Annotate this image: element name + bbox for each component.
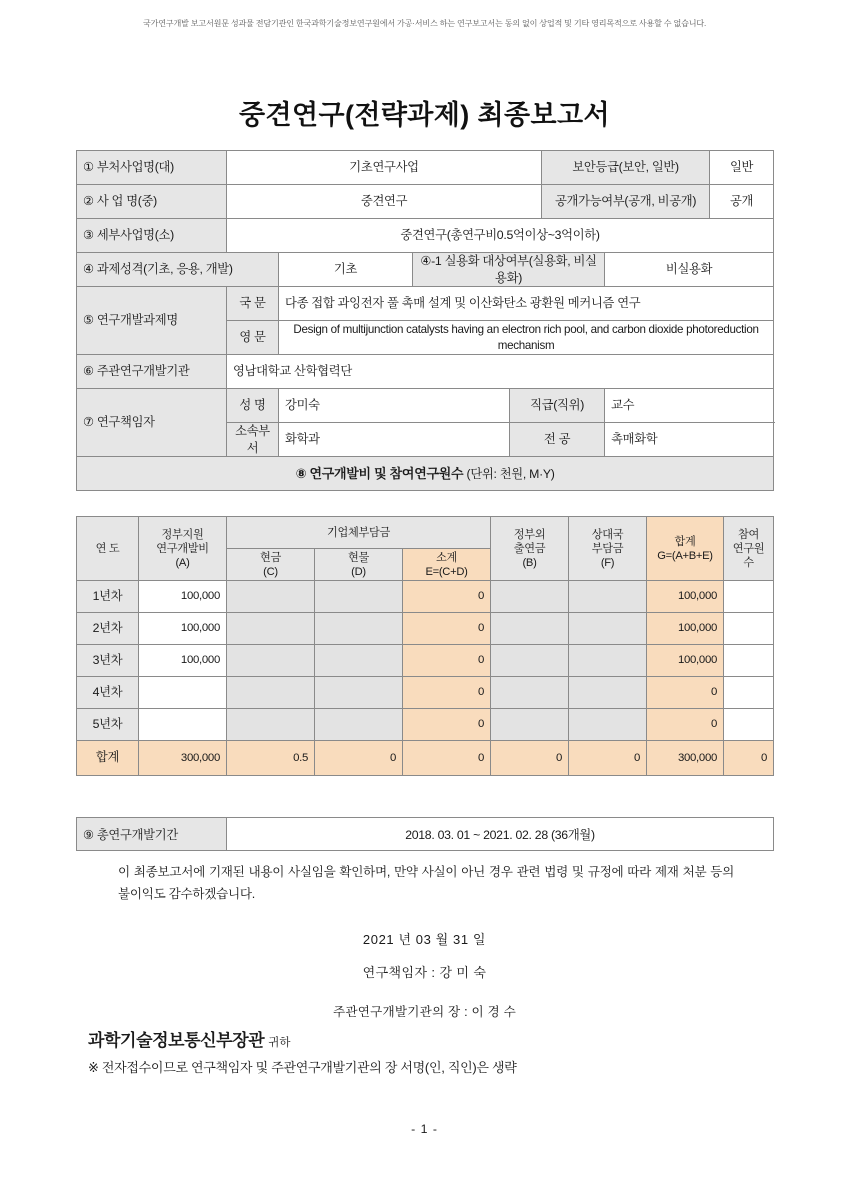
- cell-total-nongov: 0: [491, 741, 569, 776]
- inkind-line1: 현물: [347, 551, 369, 564]
- partner-line3: (F): [600, 556, 615, 569]
- researcher-count-line1: 참여: [738, 528, 760, 541]
- cell-inkind: [315, 613, 403, 645]
- addressee-minister: [88, 1026, 290, 1051]
- value-title-english: Design of multijunction catalysts having an electron rich pool, and carbon dioxide photoreduction mechanism: [279, 321, 774, 355]
- cell-subtotal: 0: [403, 709, 491, 741]
- cell-researcher-count: [724, 677, 774, 709]
- value-title-korean: 다종 접합 과잉전자 풀 촉매 설계 및 이산화탄소 광환원 메커니즘 연구: [279, 287, 774, 321]
- confirmation-statement: 이 최종보고서에 기재된 내용이 사실임을 확인하며, 만약 사실이 아닌 경우 관련 법령 및 규정에 따라 제재 처분 등의 불이익도 감수하겠습니다.: [118, 865, 734, 902]
- cell-gov-fund: 100,000: [139, 645, 227, 677]
- electronic-submission-note: ※ 전자접수이므로 연구책임자 및 주관연구개발기관의 장 서명(인, 직인)은 생략: [88, 1060, 517, 1075]
- researcher-count-line2: 연구원수: [732, 542, 765, 569]
- value-security-grade: 일반: [710, 151, 774, 185]
- cell-partner: [569, 613, 647, 645]
- cell-inkind: [315, 581, 403, 613]
- project-info-table: [76, 150, 774, 491]
- col-header-year: 연 도: [77, 517, 139, 581]
- cell-nongov: [491, 709, 569, 741]
- cell-grand-total: 0: [647, 677, 724, 709]
- label-pi-department: 소속부서: [227, 423, 279, 457]
- cell-partner: [569, 709, 647, 741]
- cell-total-grand-total: 300,000: [647, 741, 724, 776]
- cash-line1: 현금: [259, 551, 281, 564]
- cell-partner: [569, 645, 647, 677]
- cell-inkind: [315, 677, 403, 709]
- cash-line2: (C): [263, 565, 278, 578]
- gov-fund-line1: 정부지원: [161, 528, 204, 541]
- table-row: [77, 677, 774, 709]
- cell-gov-fund: [139, 709, 227, 741]
- subtotal-line2: E=(C+D): [425, 565, 468, 578]
- label-research-period: ⑨ 총연구개발기간: [77, 818, 227, 851]
- label-project-type: ④ 과제성격(기초, 응용, 개발): [77, 253, 279, 287]
- label-title-english: 영 문: [227, 321, 279, 355]
- cell-cash: [227, 581, 315, 613]
- cell-grand-total: 0: [647, 709, 724, 741]
- label-pi-major: 전 공: [510, 423, 605, 457]
- value-host-institution: 영남대학교 산학협력단: [227, 355, 774, 389]
- label-pi-name: 성 명: [227, 389, 279, 423]
- cell-total-gov-fund: 300,000: [139, 741, 227, 776]
- nongov-line2: 출연금: [513, 542, 546, 555]
- partner-line2: 부담금: [591, 542, 624, 555]
- minister-title: 과학기술정보통신부장관: [88, 1031, 265, 1050]
- grand-total-line2: G=(A+B+E): [657, 549, 713, 562]
- value-subprogram: 중견연구(총연구비0.5억이상~3억이하): [227, 219, 774, 253]
- value-pi-name: 강미숙: [279, 389, 510, 423]
- cell-inkind: [315, 709, 403, 741]
- cell-year: 3년차: [77, 645, 139, 677]
- cell-subtotal: 0: [403, 645, 491, 677]
- budget-section-title: ⑧ 연구개발비 및 참여연구원수: [295, 466, 464, 482]
- gov-fund-line3: (A): [175, 556, 190, 569]
- cell-gov-fund: [139, 677, 227, 709]
- inkind-line2: (D): [351, 565, 366, 578]
- table-row: [77, 709, 774, 741]
- label-title-korean: 국 문: [227, 287, 279, 321]
- cell-year: 1년차: [77, 581, 139, 613]
- value-disclosure: 공개: [710, 185, 774, 219]
- signature-principal-investigator: 연구책임자 : 강 미 숙: [362, 965, 487, 980]
- cell-partner: [569, 677, 647, 709]
- subtotal-line1: 소계: [436, 551, 458, 564]
- budget-section-unit: (단위: 천원, M·Y): [466, 467, 555, 482]
- cell-grand-total: 100,000: [647, 645, 724, 677]
- cell-subtotal: 0: [403, 677, 491, 709]
- cell-nongov: [491, 645, 569, 677]
- label-disclosure: 공개가능여부(공개, 비공개): [542, 185, 710, 219]
- col-header-subtotal: [403, 549, 491, 581]
- label-pi-rank: 직급(직위): [510, 389, 605, 423]
- cell-year: 5년차: [77, 709, 139, 741]
- cell-partner: [569, 581, 647, 613]
- value-ministry-program: 기초연구사업: [227, 151, 542, 185]
- cell-cash: [227, 677, 315, 709]
- cell-researcher-count: [724, 613, 774, 645]
- copyright-notice: 국가연구개발 보고서원문 성과물 전담기관인 한국과학기술정보연구원에서 가공·서비스 하는 연구보고서는 동의 없이 상업적 및 기타 영리목적으로 사용할 수 없습니다.: [142, 19, 706, 28]
- value-research-period: 2018. 03. 01 ~ 2021. 02. 28 (36개월): [227, 818, 774, 851]
- cell-researcher-count: [724, 709, 774, 741]
- cell-total-researcher-count: 0: [724, 741, 774, 776]
- cell-subtotal: 0: [403, 613, 491, 645]
- col-header-gov-fund: [139, 517, 227, 581]
- value-pi-major: 촉매화학: [605, 423, 774, 457]
- table-row-total: [77, 741, 774, 776]
- cell-year: 2년차: [77, 613, 139, 645]
- cell-cash: [227, 613, 315, 645]
- col-header-grand-total: [647, 517, 724, 581]
- cell-researcher-count: [724, 581, 774, 613]
- table-row: [77, 581, 774, 613]
- label-commercialization: ④-1 실용화 대상여부(실용화, 비실용화): [413, 253, 605, 287]
- partner-line1: 상대국: [591, 528, 624, 541]
- label-project-title: ⑤ 연구개발과제명: [77, 287, 227, 355]
- table-row-host-institution: [77, 355, 774, 389]
- cell-gov-fund: 100,000: [139, 613, 227, 645]
- research-period-table: [76, 817, 774, 851]
- minister-honorific: 귀하: [268, 1037, 291, 1049]
- table-row-budget-banner: [77, 457, 774, 491]
- col-header-partner-country: [569, 517, 647, 581]
- nongov-line1: 정부외: [513, 528, 546, 541]
- table-row-pi-name: [77, 389, 774, 423]
- cell-nongov: [491, 581, 569, 613]
- value-project-type: 기초: [279, 253, 413, 287]
- cell-subtotal: 0: [403, 581, 491, 613]
- label-host-institution: ⑥ 주관연구개발기관: [77, 355, 227, 389]
- table-row-research-period: [77, 818, 774, 851]
- label-program-name: ② 사 업 명(중): [77, 185, 227, 219]
- table-row-project-type: [77, 253, 774, 287]
- cell-nongov: [491, 613, 569, 645]
- col-header-nongov-fund: [491, 517, 569, 581]
- value-pi-rank: 교수: [605, 389, 774, 423]
- signature-institution-head: 주관연구개발기관의 장 : 이 경 수: [333, 1005, 516, 1019]
- value-pi-department: 화학과: [279, 423, 510, 457]
- cell-nongov: [491, 677, 569, 709]
- budget-section-heading: [77, 457, 774, 491]
- cell-cash: [227, 645, 315, 677]
- table-row-project-title-kor: [77, 287, 774, 321]
- budget-header-row-1: [77, 517, 774, 549]
- cell-total-inkind: 0: [315, 741, 403, 776]
- label-principal-investigator: ⑦ 연구책임자: [77, 389, 227, 457]
- table-row: [77, 645, 774, 677]
- gov-fund-line2: 연구개발비: [156, 542, 209, 555]
- label-subprogram: ③ 세부사업명(소): [77, 219, 227, 253]
- cell-total-subtotal: 0: [403, 741, 491, 776]
- cell-inkind: [315, 645, 403, 677]
- table-row: [77, 613, 774, 645]
- page-number: - 1 -: [411, 1122, 438, 1136]
- cell-total-cash: 0.5: [227, 741, 315, 776]
- grand-total-line1: 합계: [674, 535, 696, 548]
- col-header-inkind: [315, 549, 403, 581]
- signature-date: 2021 년 03 월 31 일: [362, 932, 487, 947]
- budget-table: [76, 516, 774, 776]
- cell-grand-total: 100,000: [647, 581, 724, 613]
- label-ministry-program: ① 부처사업명(대): [77, 151, 227, 185]
- value-commercialization: 비실용화: [605, 253, 774, 287]
- value-program-name: 중견연구: [227, 185, 542, 219]
- page-title: 중견연구(전략과제) 최종보고서: [239, 100, 610, 130]
- cell-grand-total: 100,000: [647, 613, 724, 645]
- label-security-grade: 보안등급(보안, 일반): [542, 151, 710, 185]
- cell-gov-fund: 100,000: [139, 581, 227, 613]
- nongov-line3: (B): [522, 556, 537, 569]
- col-header-cash: [227, 549, 315, 581]
- cell-total-partner: 0: [569, 741, 647, 776]
- cell-total-label: 합계: [77, 741, 139, 776]
- table-row-program-name: [77, 185, 774, 219]
- cell-researcher-count: [724, 645, 774, 677]
- table-row-subprogram: [77, 219, 774, 253]
- col-header-company-contribution: 기업체부담금: [227, 517, 491, 549]
- cell-year: 4년차: [77, 677, 139, 709]
- table-row-ministry-program: [77, 151, 774, 185]
- col-header-researcher-count: [724, 517, 774, 581]
- cell-cash: [227, 709, 315, 741]
